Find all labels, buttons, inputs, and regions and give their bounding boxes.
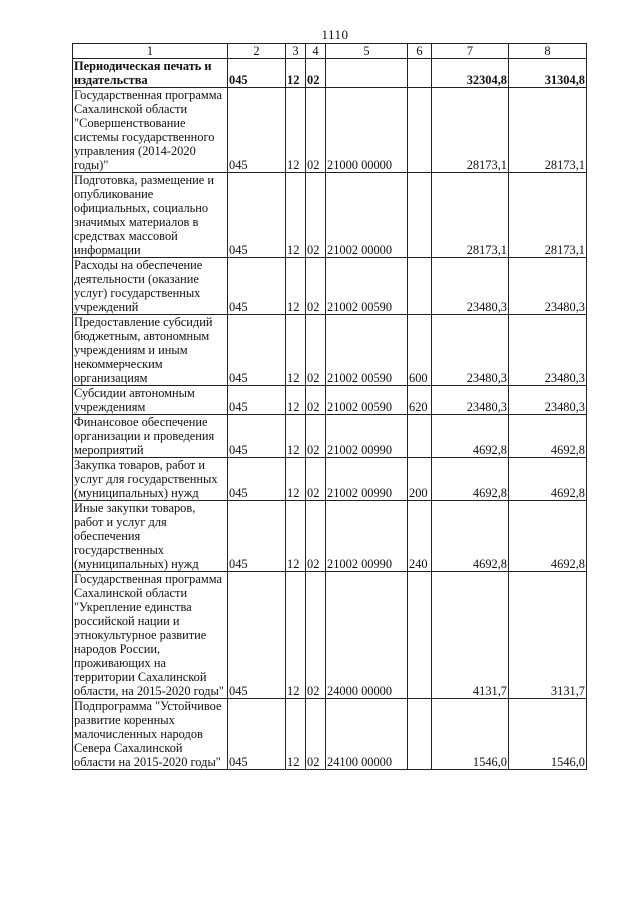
subsection-code: 02 [306, 315, 326, 386]
subsection-code: 02 [306, 173, 326, 258]
section-code: 12 [286, 315, 306, 386]
target-item-code: 21002 00990 [326, 501, 408, 572]
amount-year-1: 23480,3 [432, 258, 509, 315]
target-item-code: 21002 00590 [326, 315, 408, 386]
table-row [73, 173, 587, 258]
column-header: 6 [408, 44, 432, 59]
amount-year-1: 4692,8 [432, 501, 509, 572]
target-item-code: 24100 00000 [326, 699, 408, 770]
row-name: Субсидии автономным учреждениям [73, 386, 228, 415]
column-header: 5 [326, 44, 408, 59]
expense-type-code: 600 [408, 315, 432, 386]
amount-year-2: 23480,3 [509, 315, 587, 386]
ved-code: 045 [228, 415, 286, 458]
subsection-code: 02 [306, 59, 326, 88]
amount-year-1: 4692,8 [432, 415, 509, 458]
budget-table [72, 43, 587, 770]
subsection-code: 02 [306, 458, 326, 501]
amount-year-2: 31304,8 [509, 59, 587, 88]
row-name: Финансовое обеспечение организации и проведения мероприятий [73, 415, 228, 458]
ved-code: 045 [228, 699, 286, 770]
table-row [73, 458, 587, 501]
ved-code: 045 [228, 173, 286, 258]
target-item-code: 21000 00000 [326, 88, 408, 173]
column-header: 8 [509, 44, 587, 59]
amount-year-2: 28173,1 [509, 88, 587, 173]
target-item-code: 21002 00990 [326, 458, 408, 501]
amount-year-1: 23480,3 [432, 386, 509, 415]
section-code: 12 [286, 173, 306, 258]
expense-type-code: 620 [408, 386, 432, 415]
section-code: 12 [286, 699, 306, 770]
amount-year-1: 28173,1 [432, 88, 509, 173]
amount-year-2: 1546,0 [509, 699, 587, 770]
column-header: 7 [432, 44, 509, 59]
column-header: 2 [228, 44, 286, 59]
section-code: 12 [286, 258, 306, 315]
ved-code: 045 [228, 315, 286, 386]
row-name: Периодическая печать и издательства [73, 59, 228, 88]
row-name: Подпрограмма "Устойчивое развитие коренных малочисленных народов Севера Сахалинской области на 2015-2020 годы" [73, 699, 228, 770]
amount-year-2: 4692,8 [509, 501, 587, 572]
row-name: Расходы на обеспечение деятельности (оказание услуг) государственных учреждений [73, 258, 228, 315]
subsection-code: 02 [306, 415, 326, 458]
expense-type-code [408, 258, 432, 315]
amount-year-2: 28173,1 [509, 173, 587, 258]
row-name: Государственная программа Сахалинской области "Совершенствование системы государственного управления (2014-2020 годы)" [73, 88, 228, 173]
section-code: 12 [286, 386, 306, 415]
amount-year-1: 4692,8 [432, 458, 509, 501]
section-code: 12 [286, 572, 306, 699]
table-row [73, 315, 587, 386]
ved-code: 045 [228, 386, 286, 415]
section-code: 12 [286, 501, 306, 572]
table-row [73, 572, 587, 699]
row-name: Иные закупки товаров, работ и услуг для обеспечения государственных (муниципальных) нужд [73, 501, 228, 572]
amount-year-1: 1546,0 [432, 699, 509, 770]
ved-code: 045 [228, 572, 286, 699]
row-name: Государственная программа Сахалинской области "Укрепление единства российской нации и этнокультурное развитие народов России, проживающих на территории Сахалинской области, на 2015-2020 годы" [73, 572, 228, 699]
subsection-code: 02 [306, 572, 326, 699]
table-row [73, 501, 587, 572]
expense-type-code: 200 [408, 458, 432, 501]
section-code: 12 [286, 458, 306, 501]
table-row [73, 88, 587, 173]
row-name: Подготовка, размещение и опубликование официальных, социально значимых материалов в средствах массовой информации [73, 173, 228, 258]
expense-type-code: 240 [408, 501, 432, 572]
amount-year-1: 23480,3 [432, 315, 509, 386]
subsection-code: 02 [306, 699, 326, 770]
expense-type-code [408, 699, 432, 770]
row-name: Предоставление субсидий бюджетным, автономным учреждениям и иным некоммерческим организациям [73, 315, 228, 386]
amount-year-1: 28173,1 [432, 173, 509, 258]
subsection-code: 02 [306, 258, 326, 315]
table-row [73, 59, 587, 88]
ved-code: 045 [228, 88, 286, 173]
table-row [73, 415, 587, 458]
amount-year-2: 23480,3 [509, 386, 587, 415]
column-header: 1 [73, 44, 228, 59]
expense-type-code [408, 572, 432, 699]
target-item-code: 21002 00990 [326, 415, 408, 458]
table-row [73, 386, 587, 415]
section-code: 12 [286, 415, 306, 458]
column-header: 3 [286, 44, 306, 59]
target-item-code: 21002 00590 [326, 258, 408, 315]
column-header: 4 [306, 44, 326, 59]
amount-year-2: 4692,8 [509, 415, 587, 458]
ved-code: 045 [228, 501, 286, 572]
ved-code: 045 [228, 258, 286, 315]
section-code: 12 [286, 59, 306, 88]
subsection-code: 02 [306, 88, 326, 173]
amount-year-2: 3131,7 [509, 572, 587, 699]
table-body [73, 59, 587, 770]
amount-year-2: 4692,8 [509, 458, 587, 501]
expense-type-code [408, 415, 432, 458]
subsection-code: 02 [306, 501, 326, 572]
target-item-code: 21002 00590 [326, 386, 408, 415]
expense-type-code [408, 88, 432, 173]
row-name: Закупка товаров, работ и услуг для государственных (муниципальных) нужд [73, 458, 228, 501]
expense-type-code [408, 173, 432, 258]
section-code: 12 [286, 88, 306, 173]
ved-code: 045 [228, 59, 286, 88]
expense-type-code [408, 59, 432, 88]
target-item-code: 21002 00000 [326, 173, 408, 258]
target-item-code: 24000 00000 [326, 572, 408, 699]
amount-year-1: 32304,8 [432, 59, 509, 88]
table-row [73, 258, 587, 315]
page-number: 1110 [321, 27, 349, 42]
subsection-code: 02 [306, 386, 326, 415]
amount-year-1: 4131,7 [432, 572, 509, 699]
amount-year-2: 23480,3 [509, 258, 587, 315]
ved-code: 045 [228, 458, 286, 501]
table-row [73, 699, 587, 770]
target-item-code [326, 59, 408, 88]
header-row [73, 44, 587, 59]
